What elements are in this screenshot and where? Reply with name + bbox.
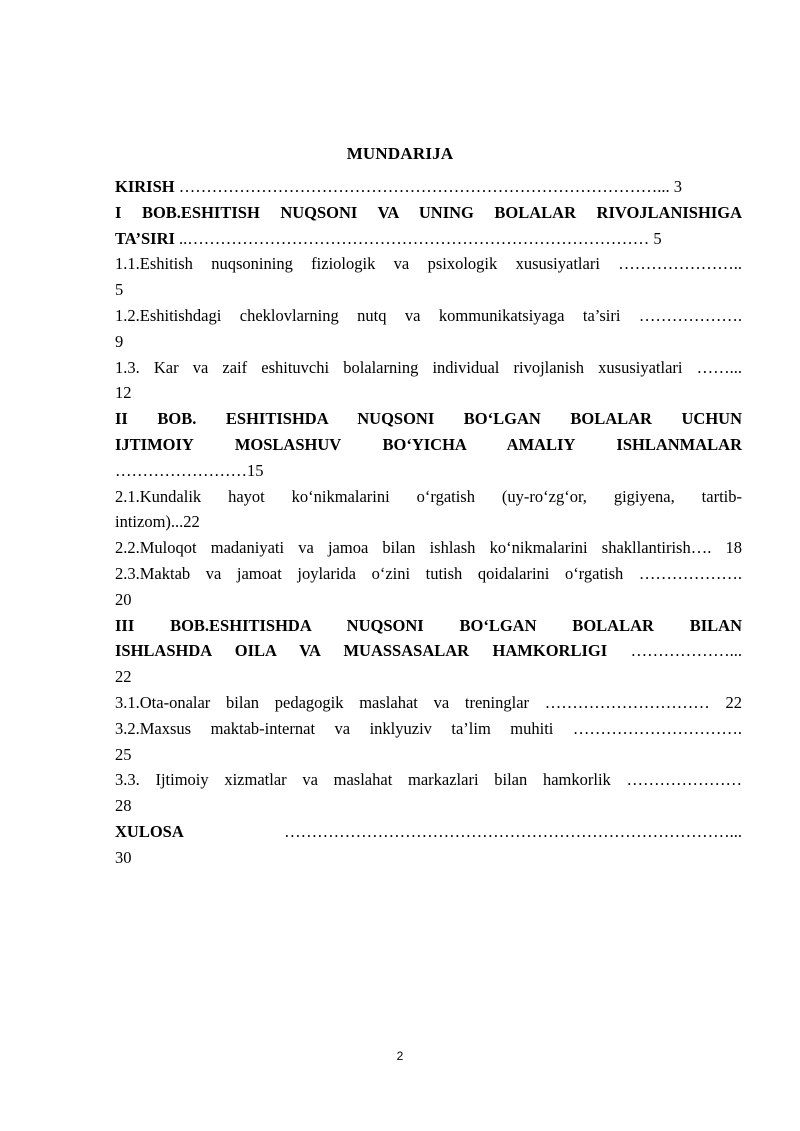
toc-section-2-1-line-1: 2.1.Kundalik hayot ko‘nikmalarini o‘rgatish (uy-ro‘zg‘or, gigiyena, tartib- (115, 486, 742, 506)
toc-entry-kirish (115, 174, 742, 200)
toc-entry-leader: ………………... (607, 641, 742, 661)
page-title: MUNDARIJA (346, 144, 454, 163)
toc-page-ref: 22 (115, 667, 132, 687)
toc-chapter-1-line-2 (115, 226, 742, 252)
toc-section-1-2: 1.2.Eshitishdagi cheklovlarning nutq va kommunikatsiyaga ta’siri ………………. (115, 305, 742, 325)
toc-section-2-2: 2.2.Muloqot madaniyati va jamoa bilan ishlash ko‘nikmalarini shakllantirish…. 18 (115, 538, 742, 558)
toc-page-ref: 28 (115, 796, 132, 816)
toc-chapter-2-line-3: ……………………15 (115, 460, 264, 480)
toc-entry-label: XULOSA (115, 821, 184, 841)
toc-chapter-3-line-2 (115, 638, 742, 664)
toc-chapter-1-line-1: I BOB.ESHITISH NUQSONI VA UNING BOLALAR RIVOJLANISHIGA (115, 202, 742, 222)
toc-page-ref: 12 (115, 383, 132, 403)
toc-section-1-3: 1.3. Kar va zaif eshituvchi bolalarning individual rivojlanish xususiyatlari ……... (115, 357, 742, 377)
toc-section-3-1: 3.1.Ota-onalar bilan pedagogik maslahat va treninglar ………………………… 22 (115, 692, 742, 712)
toc-section-1-1: 1.1.Eshitish nuqsonining fiziologik va psixologik xususiyatlari ………………….. (115, 254, 742, 274)
toc-page-ref: 25 (115, 744, 132, 764)
toc-page-ref: 30 (115, 847, 132, 867)
toc-section-3-3: 3.3. Ijtimoiy xizmatlar va maslahat markazlari bilan hamkorlik ………………… (115, 770, 742, 790)
toc-chapter-3-line-1: III BOB.ESHITISHDA NUQSONI BO‘LGAN BOLALAR BILAN (115, 615, 742, 635)
toc-page-ref: 20 (115, 589, 132, 609)
toc-entry-xulosa (115, 819, 742, 845)
toc-entry-label: TA’SIRI (115, 228, 175, 248)
toc-entry-label: ISHLASHDA OILA VA MUASSASALAR HAMKORLIGI (115, 641, 608, 661)
toc-entry-leader: ………………………………………………………………………... (183, 821, 742, 841)
toc-page-ref: 5 (115, 280, 124, 300)
toc-section-2-3: 2.3.Maktab va jamoat joylarida o‘zini tutish qoidalarini o‘rgatish ………………. (115, 563, 742, 583)
toc-entry-leader: ..………………………………………………………………………… 5 (174, 228, 662, 248)
toc-entry-leader: ……………………………………………………………………………... 3 (174, 177, 682, 196)
toc-chapter-2-line-1: II BOB. ESHITISHDA NUQSONI BO‘LGAN BOLALAR UCHUN (115, 409, 742, 429)
toc-page-ref: 9 (115, 331, 124, 351)
toc-section-3-2: 3.2.Maxsus maktab-internat va inklyuziv ta’lim muhiti …………………………. (115, 718, 742, 738)
table-of-contents (115, 174, 742, 871)
toc-chapter-2-line-2: IJTIMOIY MOSLASHUV BO‘YICHA AMALIY ISHLANMALAR (115, 434, 742, 454)
page-number: 2 (396, 1049, 404, 1063)
toc-entry-label: KIRISH (115, 177, 175, 196)
toc-section-2-1-line-2: intizom)...22 (115, 512, 200, 532)
